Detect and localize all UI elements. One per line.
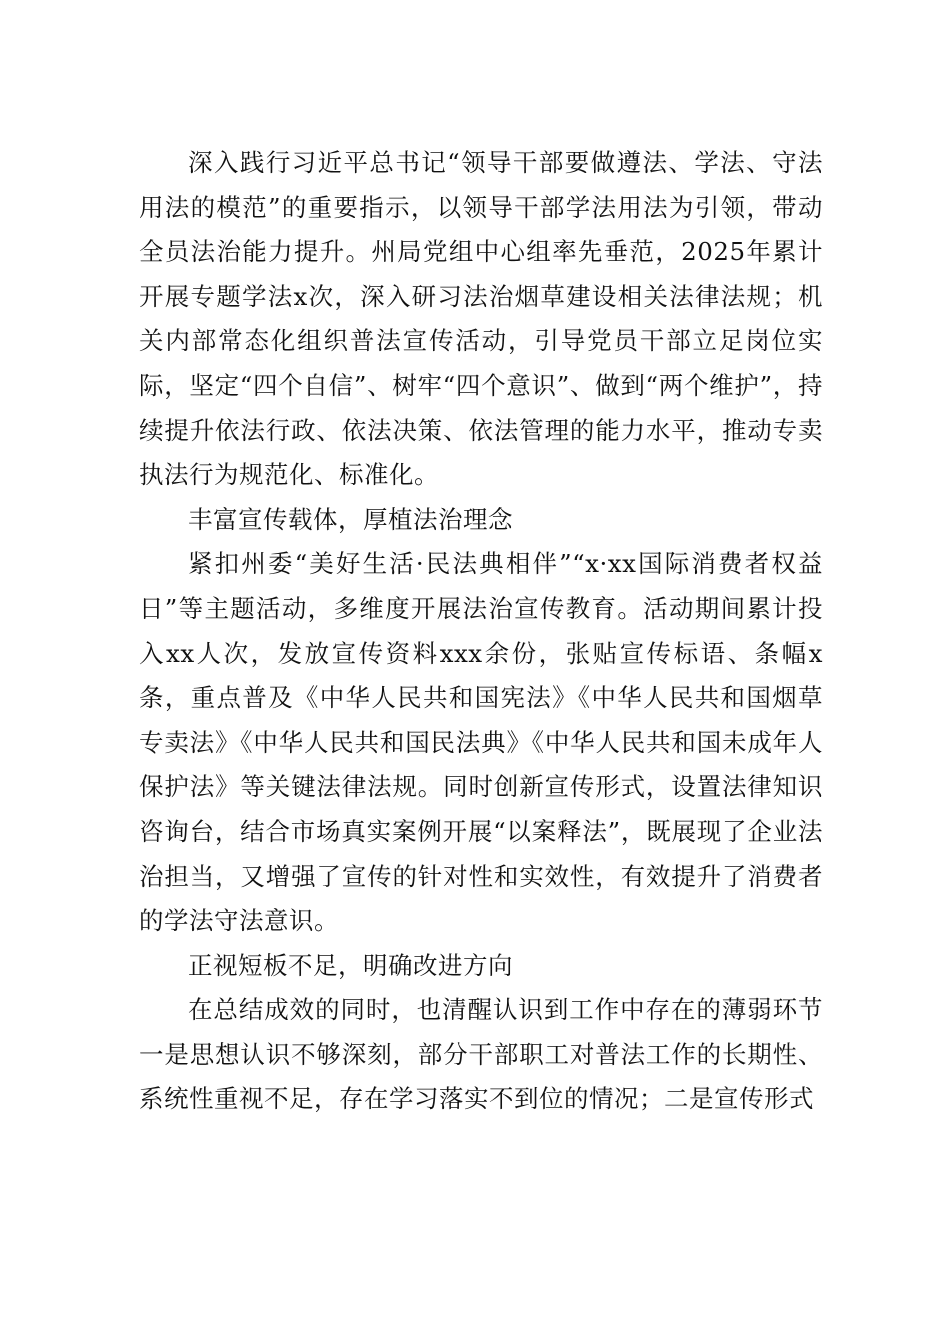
paragraph-publicity-activities: 紧扣州委“美好生活·民法典相伴”“x·xx国际消费者权益日”等主题活动，多维度开展法治宣传教育。活动期间累计投入xx人次，发放宣传资料xxx余份，张贴宣传标语、条幅x条，重点普及《中华人民共和国宪法》《中华人民共和国烟草专卖法》《中华人民共和国民法典》《中华人民共和国未成年人保护法》等关键法律法规。同时创新宣传形式，设置法律知识咨询台，结合市场真实案例开展“以案释法”，既展现了企业法治担当，又增强了宣传的针对性和实效性，有效提升了消费者的学法守法意识。 <box>139 549 823 936</box>
paragraph-leadership-study: 深入践行习近平总书记“领导干部要做遵法、学法、守法用法的模范”的重要指示，以领导干部学法用法为引领，带动全员法治能力提升。州局党组中心组率先垂范，2025年累计开展专题学法x次，深入研习法治烟草建设相关法律法规；机关内部常态化组织普法宣传活动，引导党员干部立足岗位实际，坚定“四个自信”、树牢“四个意识”、做到“两个维护”，持续提升依法行政、依法决策、依法管理的能力水平，推动专卖执法行为规范化、标准化。 <box>139 148 823 490</box>
section-heading-publicity: 丰富宣传载体，厚植法治理念 <box>188 504 513 534</box>
document-body <box>139 141 823 1122</box>
paragraph-shortcomings: 在总结成效的同时，也清醒认识到工作中存在的薄弱环节一是思想认识不够深刻，部分干部职工对普法工作的长期性、系统性重视不足，存在学习落实不到位的情况；二是宣传形式 <box>139 995 823 1114</box>
section-heading-shortcomings: 正视短板不足，明确改进方向 <box>188 950 513 980</box>
